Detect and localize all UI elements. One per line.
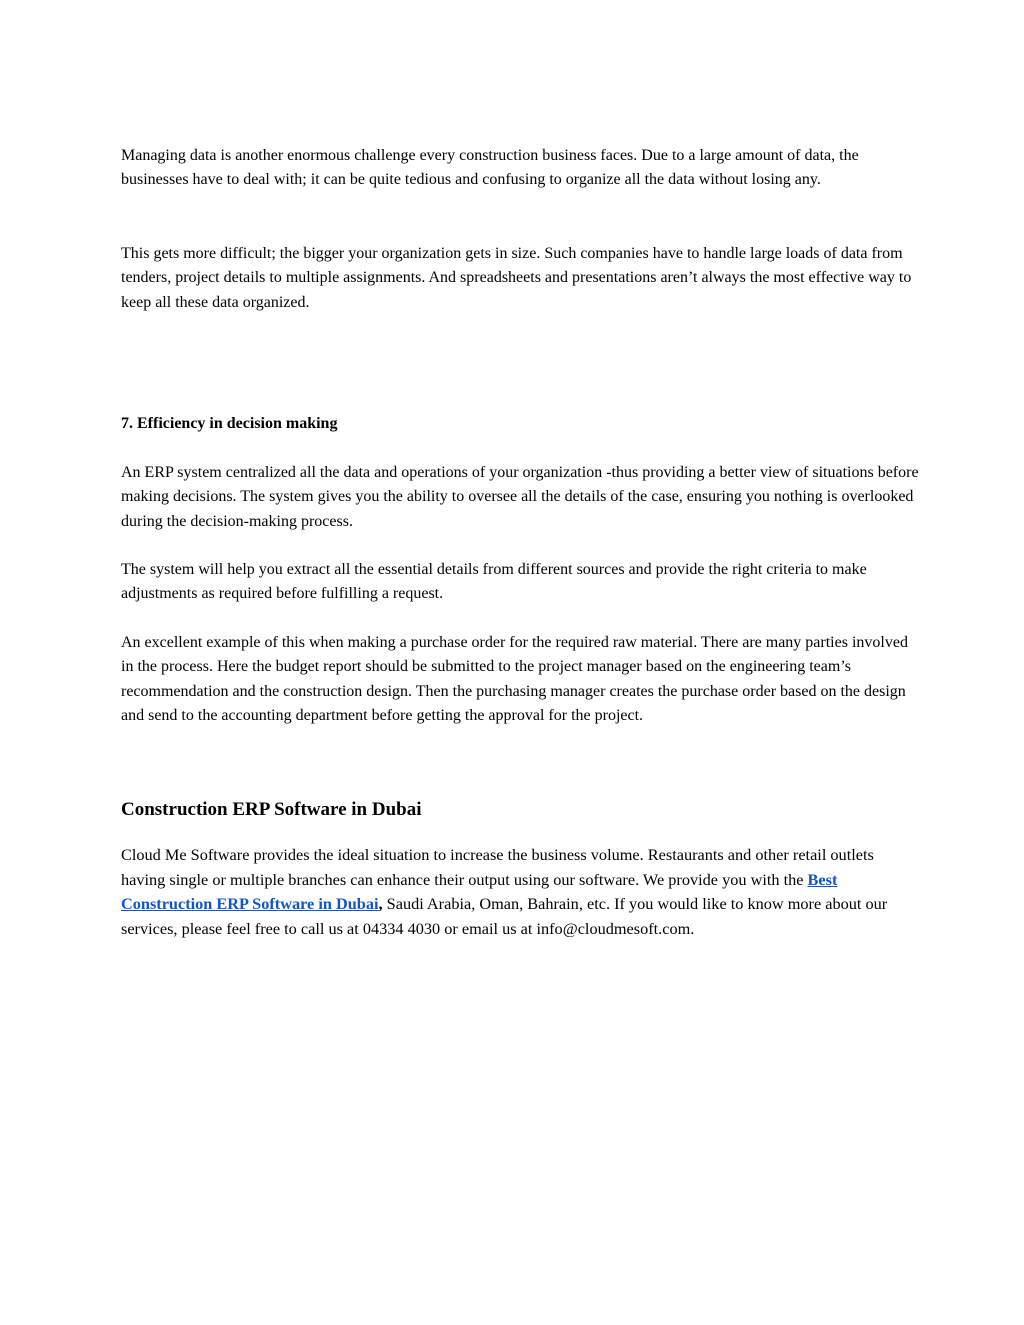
paragraph-erp-centralized: An ERP system centralized all the data and operations of your organization -thus providing a better view of situations before making decisions. The system gives you the ability to oversee all the details of the case, ensuring you nothing is overlooked during the decision-making process. [121,464,919,530]
paragraph-extract-details: The system will help you extract all the essential details from different sources and provide the right criteria to make adjustments as required before fulfilling a request. [121,561,867,603]
paragraph-cloud-me [121,843,921,941]
best-construction-erp-link[interactable]: Best Construction ERP Software in Dubai [121,869,838,914]
cloud-me-text-after: Saudi Arabia, Oman, Bahrain, etc. If you would like to know more about our services, please feel free to call us at 04334 4030 or email us at info@cloudmesoft.com. [121,894,888,938]
paragraph-purchase-order-example: An excellent example of this when making a purchase order for the required raw material. There are many parties involved in the process. Here the budget report should be submitted to the project manager based on the engineering team’s recommendation and the construction design. Then the purchasing manager creates the purchase order based on the design and send to the accounting department before getting the approval for the project. [121,634,908,725]
link-comma: , [378,894,383,914]
section-heading-dubai: Construction ERP Software in Dubai [121,799,422,820]
section-heading-efficiency: 7. Efficiency in decision making [121,415,338,432]
cloud-me-text-before: Cloud Me Software provides the ideal situation to increase the business volume. Restaurants and other retail outlets having single or multiple branches can enhance their output using our software. We provide you with the [121,845,874,889]
paragraph-more-difficult: This gets more difficult; the bigger your organization gets in size. Such companies have to handle large loads of data from tenders, project details to multiple assignments. And spreadsheets and presentations aren’t always the most effective way to keep all these data organized. [121,245,912,311]
paragraph-managing-data: Managing data is another enormous challenge every construction business faces. Due to a large amount of data, the businesses have to deal with; it can be quite tedious and confusing to organize all the data without losing any. [121,147,859,189]
